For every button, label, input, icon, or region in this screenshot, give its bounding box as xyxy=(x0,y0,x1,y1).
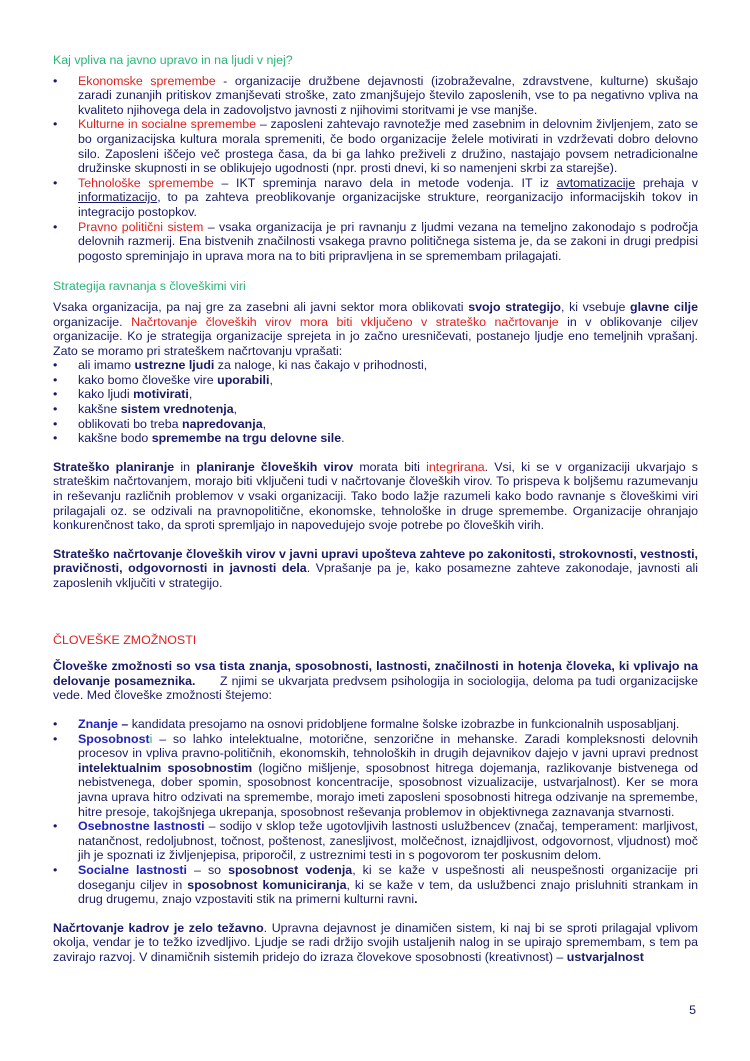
text: ali imamo xyxy=(78,358,135,373)
text: kako bomo človeške vire xyxy=(78,372,218,387)
paragraph-staff-planning xyxy=(53,921,698,965)
bold-text: sistem vrednotenja xyxy=(120,402,234,417)
item-term: Pravno politični sistem xyxy=(78,219,204,234)
bold-text: spremembe na trgu delovne sile xyxy=(151,431,342,446)
influences-list xyxy=(53,74,698,264)
list-item xyxy=(53,358,698,373)
text: Z njimi se ukvarjata predvsem psihologija in sociologija, deloma pa tudi organizacijske vede. Med človeške zmožnosti štejemo: xyxy=(53,673,702,703)
text: za naloge, ki nas čakajo v prihodnosti, xyxy=(214,358,428,373)
text: kako ljudi xyxy=(78,387,134,402)
item-text: - organizacije družbene dejavnosti (izobraževalne, zdravstvene, kulturne) skušajo zaradi zunanjih pritiskov zmanjševati stroške, zato zmanjšujejo število zaposlenih, vse to pa negativno vpliva na kvaliteto njihovega dela in zadovoljstvo javnosti z njihovimi storitvami je vse manjše. xyxy=(78,73,698,117)
text: . xyxy=(414,892,418,907)
section-heading-capabilities: ČLOVEŠKE ZMOŽNOSTI xyxy=(53,632,197,647)
paragraph-capabilities-intro xyxy=(53,659,702,703)
item-term: Osebnostne lastnosti xyxy=(78,819,205,834)
list-item xyxy=(53,387,698,402)
bold-text: Strateško planiranje xyxy=(53,459,175,474)
item-text: kandidata presojamo na osnovi pridobljene formalne šolske izobrazbe in funkcionalnih usposabljanj. xyxy=(128,716,680,731)
item-term: Sposobnost xyxy=(78,731,150,746)
list-item xyxy=(53,176,698,220)
document-page xyxy=(53,53,702,964)
item-text: – sodijo v sklop teže ugotovljivih lastnosti uslužbencev (značaj, temperament: marljivost, natančnost, redoljubnost, točnost, poštenost, zanesljivost, molčečnost, iznajdljivost, odgovornost, vljudnost) moč jih je spoznati iz življenjepisa, priporočil, z ustreznimi testi in s pogovorom ter poskusnim delom. xyxy=(78,819,698,863)
list-item xyxy=(53,819,698,863)
text: organizacije. xyxy=(53,314,132,329)
list-item xyxy=(53,717,698,732)
bold-text: ustrezne ljudi xyxy=(134,358,215,373)
bold-text: ustvarjalnost xyxy=(566,949,644,964)
bold-text: glavne cilje xyxy=(630,299,699,314)
text: – xyxy=(117,716,129,731)
text: kakšne xyxy=(78,402,121,417)
list-item xyxy=(53,373,698,388)
item-text: – IKT spreminja naravo dela in metode vodenja. IT iz xyxy=(213,175,557,190)
paragraph-integration xyxy=(53,460,698,533)
item-term: Znanje xyxy=(78,716,118,731)
list-item xyxy=(53,74,698,118)
item-text: , ki se kaže v uspešnosti ali neuspešnosti organizacije pri doseganju ciljev in xyxy=(78,862,699,892)
paragraph-strategy xyxy=(53,300,698,358)
underlined-term: avtomatizacije xyxy=(556,175,636,190)
text: , ki vsebuje xyxy=(560,299,630,314)
text: , xyxy=(188,387,193,402)
list-item xyxy=(53,402,698,417)
item-text: , to pa zahteva preoblikovanje organizacijske strukture, reorganizacijo informacijskih tokov in integracijo postopkov. xyxy=(78,190,698,219)
item-text: – so lahko intelektualne, motorične, senzorične in mehanske. Zaradi kompleksnosti delovnih procesov in vpliva pravno-političnih, ekonomskih, tehnoloških in drugih dejavnikov dajejo v javni upravi prednost xyxy=(78,731,698,761)
highlight-text: integrirana xyxy=(426,459,485,474)
bold-text: Človeške zmožnosti so vsa tista znanja, sposobnosti, lastnosti, značilnosti in hotenja človeka, ki vplivajo na delovanje posameznika. xyxy=(53,659,698,688)
item-term: Socialne lastnosti xyxy=(78,862,187,877)
text: Vsaka organizacija, pa naj gre za zasebni ali javni sektor mora oblikovati xyxy=(53,299,469,314)
list-item xyxy=(53,732,698,820)
bold-text: uporabili xyxy=(217,372,270,387)
bold-text: motivirati xyxy=(133,387,189,402)
text: . Upravna dejavnost je dinamičen sistem, ki naj bi se sproti prilagajal vplivom okolja, vendar je to težko izvedljivo. Ljudje se radi držijo svojih ustaljenih nalog in se upirajo spremembam, s tem pa zavirajo razvoj. V dinamičnih sistemih pridejo do izraza človekove sposobnosti (kreativnost) – xyxy=(53,920,698,964)
text: , xyxy=(269,372,273,387)
list-item xyxy=(53,863,698,907)
bold-text: napredovanja xyxy=(182,416,263,431)
capabilities-list xyxy=(53,717,698,907)
page-number: 5 xyxy=(689,1003,696,1017)
section-heading-influences: Kaj vpliva na javno upravo in na ljudi v njej? xyxy=(53,53,293,67)
bold-text: planiranje človeških virov xyxy=(196,459,354,474)
item-term: Tehnološke spremembe xyxy=(78,175,214,190)
list-item xyxy=(53,417,698,432)
section-heading-strategy: Strategija ravnanja s človeškimi viri xyxy=(53,279,246,294)
item-term: Ekonomske spremembe xyxy=(78,73,216,88)
item-text: – vsaka organizacija je pri ravnanju z ljudmi vezana na temeljno zakonodajo s področja delovnih razmerij. Ena bistvenih značilnosti vsakega pravno političnega sistema je, da se zakoni in drugi predpisi pogosto spreminjajo in uprava mora na to biti pripravljena in se spremembam prilagajati. xyxy=(78,219,698,263)
paragraph-public-admin xyxy=(53,547,698,591)
item-text: prehaja v xyxy=(635,175,699,190)
underlined-term: informatizacijo xyxy=(78,190,158,205)
text: in v oblikovanje ciljev organizacije. Ko je strategija organizacije sprejeta in jo začno uresničevati, postanejo ljudje eno temeljnih vprašanj. Zato se moramo pri strateškem načrtovanju vprašati: xyxy=(53,314,698,358)
text: in xyxy=(174,459,197,474)
text: , xyxy=(262,416,267,431)
bold-text: intelektualnim sposobnostim xyxy=(78,760,253,775)
text: oblikovati bo treba xyxy=(78,416,183,431)
bold-text: sposobnost komuniciranja xyxy=(187,877,347,892)
questions-list xyxy=(53,358,698,446)
item-text: – zaposleni zahtevajo ravnotežje med zasebnim in delovnim življenjem, zato se bo organizacijska kultura morala spremeniti, če bodo organizacije želele motivirati in vzdrževati dobro delovno silo. Zaposleni iščejo več prostega časa, da bi ga lahko preživeli z družino, nastajajo povsem netradicionalne družinske skupnosti in se oblikujejo ugodnosti (npr. prosti dnevi, ki so namenjeni skrbi za starejše). xyxy=(78,117,698,176)
bold-text: Strateško načrtovanje človeških virov v javni upravi upošteva zahteve po zakonitosti, strokovnosti, vestnosti, pravičnosti, odgovornosti in javnosti dela xyxy=(53,546,698,576)
highlight-text: Načrtovanje človeških virov mora biti vključeno v strateško načrtovanje xyxy=(131,314,559,329)
list-item xyxy=(53,220,698,264)
text: morata biti xyxy=(353,459,427,474)
text: i xyxy=(149,731,153,746)
text: . Vprašanje pa je, kako posamezne zahteve zakonodaje, javnosti ali zaposlenih vključiti v strategijo. xyxy=(53,561,698,590)
text: , xyxy=(233,402,238,417)
bold-text: sposobnost vodenja xyxy=(228,862,353,877)
item-text: , ki se kaže v tem, da uslužbenci znajo prisluhniti strankam in drug drugemu, znajo vzpostaviti stik na primerni kulturni ravni xyxy=(78,877,699,907)
item-term: Kulturne in socialne spremembe xyxy=(78,117,257,132)
text: . Vsi, ki se v organizaciji ukvarjajo s strateškim načrtovanjem, morajo biti vključeni tudi v načrtovanje človeških virov. To prispeva k boljšemu razumevanju in reševanju različnih problemov v vsaki organizaciji. Tako bodo lažje razumeli kako bodo ravnanje s človeškimi viri prilagajali oz. se odzivali na pravnopolitične, ekonomske, tehnološke in druge spremembe. Organizacije ohranjajo konkurenčnost tako, da sproti spremljajo in napovedujejo svoje potrebe po človeških virih. xyxy=(53,459,698,533)
list-item xyxy=(53,117,698,175)
item-text: (logično mišljenje, sposobnost hitrega dojemanja, razlikovanje bistvenega od nebistvenega, dober spomin, sposobnost koncentracije, sposobnost vizualizacije, ustvarjalnost). Ker se mora javna uprava hitro odzivati na spremembe, morajo imeti zaposleni sposobnosti hitrega odzivanje na spremembe, hitre presoje, takojšnjega ukrepanja, sposobnost reševanja problemov in objektivnega zaznavanja stvarnosti. xyxy=(78,760,698,819)
text: . xyxy=(341,431,345,446)
list-item xyxy=(53,431,698,446)
item-text: – so xyxy=(186,862,229,877)
bold-text: Načrtovanje kadrov je zelo težavno xyxy=(53,920,264,935)
bold-text: svojo strategijo xyxy=(468,299,561,314)
text: kakšne bodo xyxy=(78,431,152,446)
